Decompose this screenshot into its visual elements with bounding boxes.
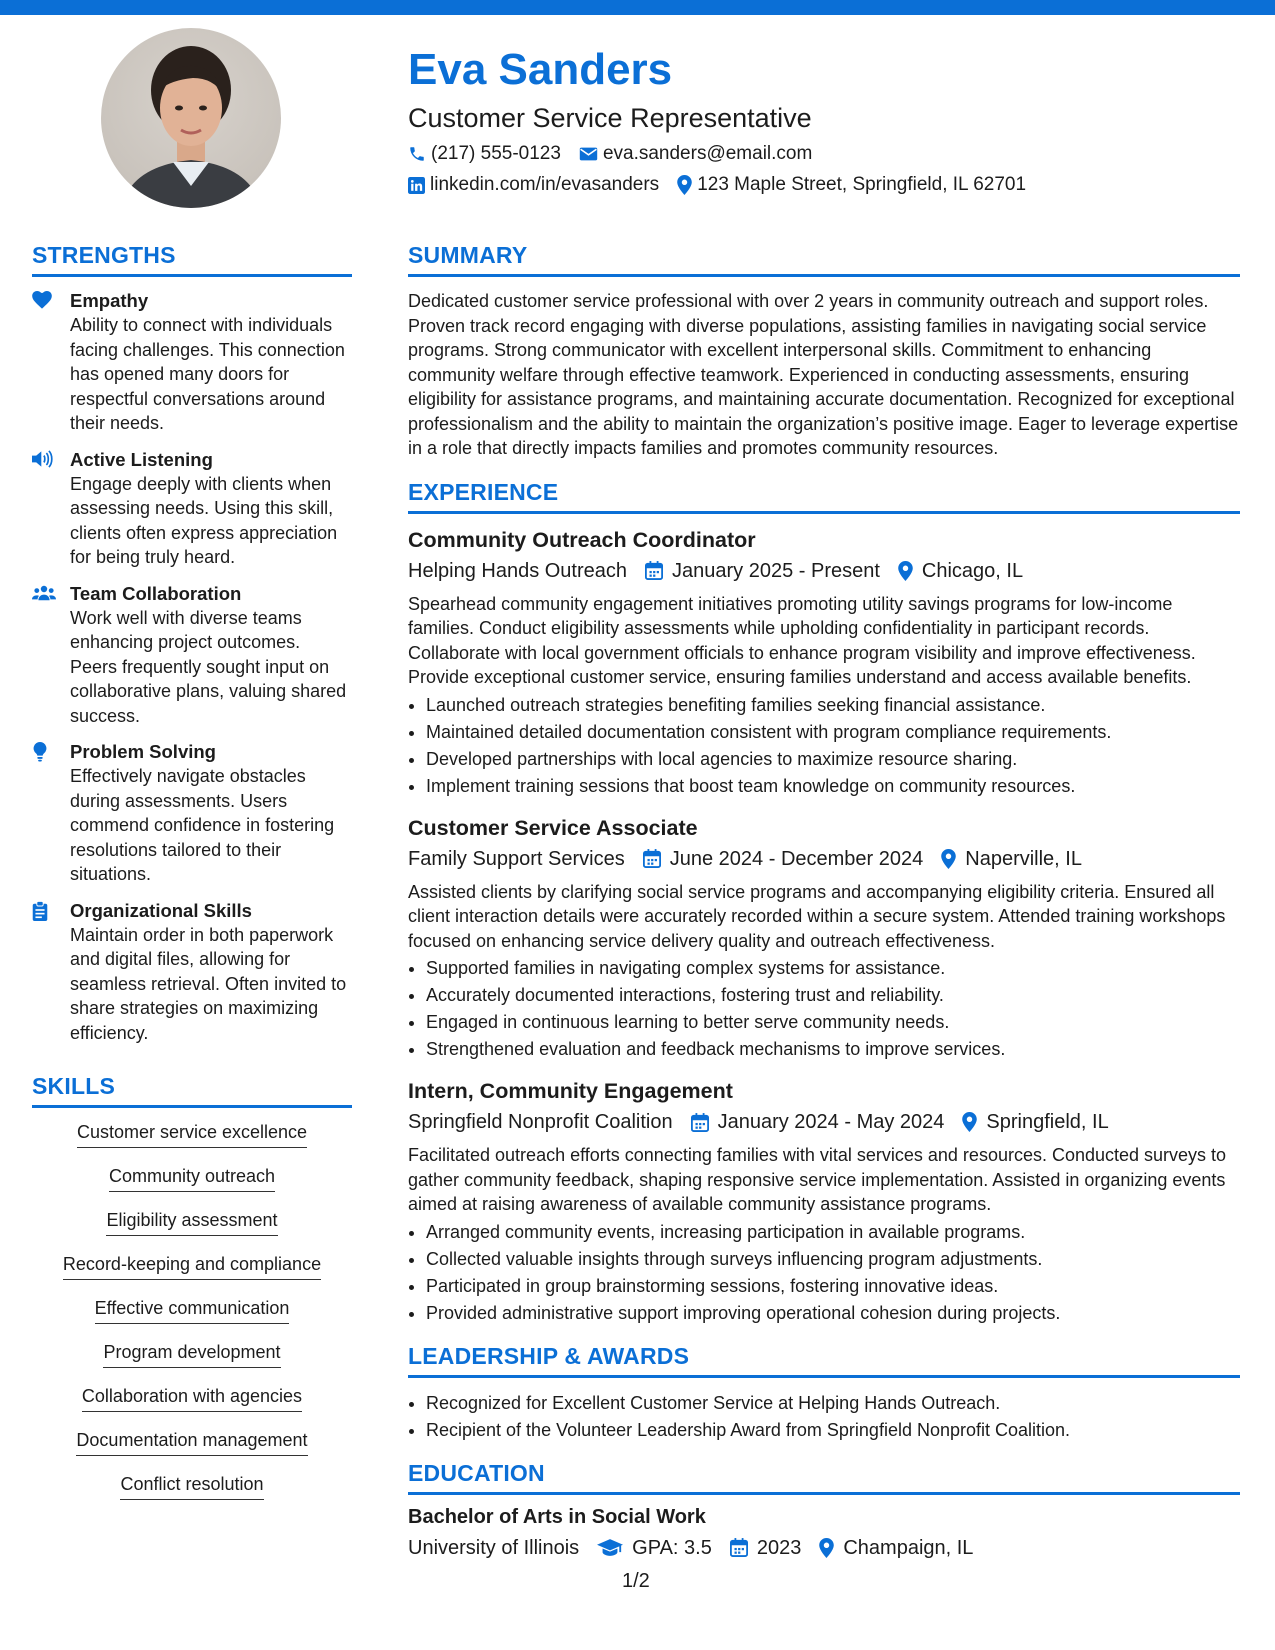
linkedin-text: linkedin.com/in/evasanders	[430, 174, 660, 195]
map-pin-icon	[962, 1112, 977, 1132]
experience-heading: EXPERIENCE	[408, 477, 1240, 514]
phone-icon	[408, 145, 426, 163]
job-location-item	[941, 844, 1082, 874]
volume-icon	[32, 450, 54, 468]
gpa-item	[597, 1533, 712, 1563]
job-entry	[408, 1077, 1240, 1327]
resume-header	[408, 42, 1238, 198]
map-pin-icon	[941, 849, 956, 869]
job-bullets	[408, 1219, 1240, 1327]
skill-item: Effective communication	[95, 1296, 290, 1324]
strength-item	[32, 899, 352, 1046]
contact-row-2	[408, 172, 1238, 198]
clipboard-icon	[32, 901, 48, 921]
job-location: Springfield, IL	[986, 1111, 1109, 1133]
job-org: Family Support Services	[408, 847, 625, 870]
education-degree: Bachelor of Arts in Social Work	[408, 1505, 706, 1528]
job-location-item	[962, 1107, 1108, 1137]
education-location: Champaign, IL	[843, 1536, 974, 1559]
bullet-item: • Collected valuable insights through surveys influencing program adjustments.	[426, 1246, 1240, 1273]
candidate-name: Eva Sanders	[408, 45, 673, 94]
bullet-item: • Supported families in navigating complex systems for assistance.	[426, 955, 1240, 982]
linkedin-icon	[408, 177, 425, 194]
bullet-item: • Participated in group brainstorming sessions, fostering innovative ideas.	[426, 1273, 1240, 1300]
job-title: Customer Service Associate	[408, 815, 698, 840]
skill-item: Customer service excellence	[77, 1120, 307, 1148]
phone-text: (217) 555-0123	[431, 143, 561, 164]
skill-item: Collaboration with agencies	[82, 1384, 302, 1412]
job-bullets	[408, 955, 1240, 1063]
job-meta	[408, 1107, 1240, 1137]
job-location: Chicago, IL	[921, 559, 1024, 582]
strength-desc: Effectively navigate obstacles during assessments. Users commend confidence in fostering resolutions tailored to their situations.	[70, 766, 335, 884]
awards-list	[408, 1390, 1240, 1444]
job-org: Helping Hands Outreach	[408, 559, 628, 582]
users-icon	[32, 584, 56, 602]
skill-item: Conflict resolution	[120, 1472, 263, 1500]
job-dates-item	[645, 556, 880, 586]
bullet-item: • Developed partnerships with local agencies to maximize resource sharing.	[426, 746, 1240, 773]
profile-photo	[101, 28, 281, 208]
award-item: • Recipient of the Volunteer Leadership Award from Springfield Nonprofit Coalition.	[426, 1417, 1240, 1444]
job-entry	[408, 814, 1240, 1064]
strength-desc: Engage deeply with clients when assessing needs. Using this skill, clients often express appreciation for being truly heard.	[70, 473, 338, 567]
education-school: University of Illinois	[408, 1536, 580, 1559]
right-column	[408, 240, 1240, 1569]
map-pin-icon	[819, 1538, 834, 1558]
job-location: Naperville, IL	[965, 847, 1082, 870]
skill-item: Eligibility assessment	[106, 1208, 277, 1236]
award-item: • Recognized for Excellent Customer Service at Helping Hands Outreach.	[426, 1390, 1240, 1417]
strengths-heading: STRENGTHS	[32, 240, 352, 277]
job-description: Spearhead community engagement initiatives promoting utility savings programs for low-income families. Conduct eligibility assessments while upholding confidentiality in participant records. Collaborate with local government officials to enhance program visibility and improve effectiveness. Provide exceptional customer service, ensuring families understand and access available benefits.	[408, 593, 1196, 687]
map-pin-icon	[677, 175, 692, 195]
linkedin-item[interactable]	[408, 172, 659, 198]
job-dates: June 2024 - December 2024	[669, 847, 924, 870]
job-location-item	[898, 556, 1023, 586]
bullet-item: • Accurately documented interactions, fostering trust and reliability.	[426, 982, 1240, 1009]
phone-item[interactable]	[408, 141, 561, 167]
strength-title: Problem Solving	[70, 741, 216, 762]
strength-item	[32, 582, 352, 729]
bullet-item: • Maintained detailed documentation consistent with program compliance requirements.	[426, 719, 1240, 746]
envelope-icon	[579, 146, 598, 162]
education-meta	[408, 1533, 1240, 1563]
bullet-item: • Strengthened evaluation and feedback mechanisms to improve services.	[426, 1036, 1240, 1063]
candidate-title: Customer Service Representative	[408, 103, 812, 133]
email-text: eva.sanders@email.com	[602, 143, 813, 164]
skills-heading: SKILLS	[32, 1071, 352, 1108]
bullet-item: • Arranged community events, increasing participation in available programs.	[426, 1219, 1240, 1246]
job-bullets	[408, 692, 1240, 800]
calendar-icon	[645, 561, 663, 580]
awards-heading: LEADERSHIP & AWARDS	[408, 1341, 1240, 1378]
job-description: Facilitated outreach efforts connecting families with vital services and resources. Conducted surveys to gather community feedback, shaping responsive service implementation. Assisted in organizing events aimed at raising awareness of available community assistance programs.	[408, 1145, 1227, 1214]
job-meta	[408, 556, 1240, 586]
job-dates: January 2024 - May 2024	[717, 1111, 945, 1133]
skill-item: Program development	[103, 1340, 280, 1368]
job-dates-item	[691, 1107, 945, 1137]
strength-desc: Work well with diverse teams enhancing project outcomes. Peers frequently sought input on collaborative plans, valuing shared success.	[70, 607, 347, 726]
calendar-icon	[691, 1113, 709, 1132]
skills-list	[32, 1120, 352, 1516]
skill-item: Documentation management	[76, 1428, 307, 1456]
strength-item	[32, 289, 352, 436]
job-description: Assisted clients by clarifying social service programs and accompanying eligibility criteria. Ensured all client interaction details were accurately recorded within a secure system. Attended training workshops focused on enhancing service delivery quality and outreach effectiveness.	[408, 881, 1226, 951]
summary-text: Dedicated customer service professional with over 2 years in community outreach and support roles. Proven track record engaging with diverse populations, assisting families in navigating social service programs. Strong communicator with excellent interpersonal skills. Commitment to enhancing community welfare through effective teamwork. Experienced in conducting assessments, ensuring eligibility for assistance programs, and maintaining accurate documentation. Recognized for exceptional professionalism and the ability to maintain the organization’s positive image. Eager to leverage expertise in a role that directly impacts families and promotes community resources.	[408, 291, 1239, 458]
strength-title: Organizational Skills	[70, 899, 252, 921]
bullet-item: • Launched outreach strategies benefiting families seeking financial assistance.	[426, 692, 1240, 719]
address-text: 123 Maple Street, Springfield, IL 62701	[697, 174, 1027, 195]
lightbulb-icon	[32, 742, 48, 762]
job-title: Intern, Community Engagement	[408, 1079, 733, 1103]
graduation-cap-icon	[597, 1539, 623, 1557]
gpa-text: GPA: 3.5	[632, 1536, 712, 1559]
education-heading: EDUCATION	[408, 1458, 1240, 1495]
job-meta	[408, 844, 1240, 874]
strength-item	[32, 740, 352, 887]
education-location-item	[819, 1533, 973, 1563]
calendar-icon	[643, 849, 661, 868]
summary-heading: SUMMARY	[408, 240, 1240, 277]
bullet-item: • Provided administrative support improving operational cohesion during projects.	[426, 1300, 1240, 1327]
contact-row-1	[408, 141, 1238, 167]
education-year-item	[730, 1533, 802, 1563]
job-dates-item	[643, 844, 924, 874]
map-pin-icon	[898, 561, 913, 581]
strength-title: Empathy	[70, 290, 149, 311]
calendar-icon	[730, 1538, 748, 1557]
left-column	[32, 240, 352, 1516]
education-year: 2023	[756, 1536, 802, 1559]
strength-title: Team Collaboration	[70, 582, 242, 604]
strength-item	[32, 448, 352, 570]
bullet-item: • Engaged in continuous learning to better serve community needs.	[426, 1009, 1240, 1036]
bullet-item: • Implement training sessions that boost team knowledge on community resources.	[426, 773, 1240, 800]
job-org: Springfield Nonprofit Coalition	[408, 1111, 673, 1133]
job-title: Community Outreach Coordinator	[408, 527, 756, 552]
address-item	[677, 172, 1026, 198]
skill-item: Record-keeping and compliance	[63, 1252, 321, 1280]
top-accent-bar	[0, 0, 1275, 15]
heart-icon	[32, 291, 52, 309]
page-number: 1/2	[622, 1570, 650, 1592]
email-item[interactable]	[579, 141, 812, 167]
job-entry	[408, 526, 1240, 800]
skill-item: Community outreach	[109, 1164, 275, 1192]
job-dates: January 2025 - Present	[672, 559, 880, 582]
strength-desc: Ability to connect with individuals facing challenges. This connection has opened many doors for respectful conversations around their needs.	[70, 315, 345, 433]
strength-title: Active Listening	[70, 448, 213, 470]
strength-desc: Maintain order in both paperwork and digital files, allowing for seamless retrieval. Often invited to share strategies on maximizing efficiency.	[70, 924, 347, 1043]
